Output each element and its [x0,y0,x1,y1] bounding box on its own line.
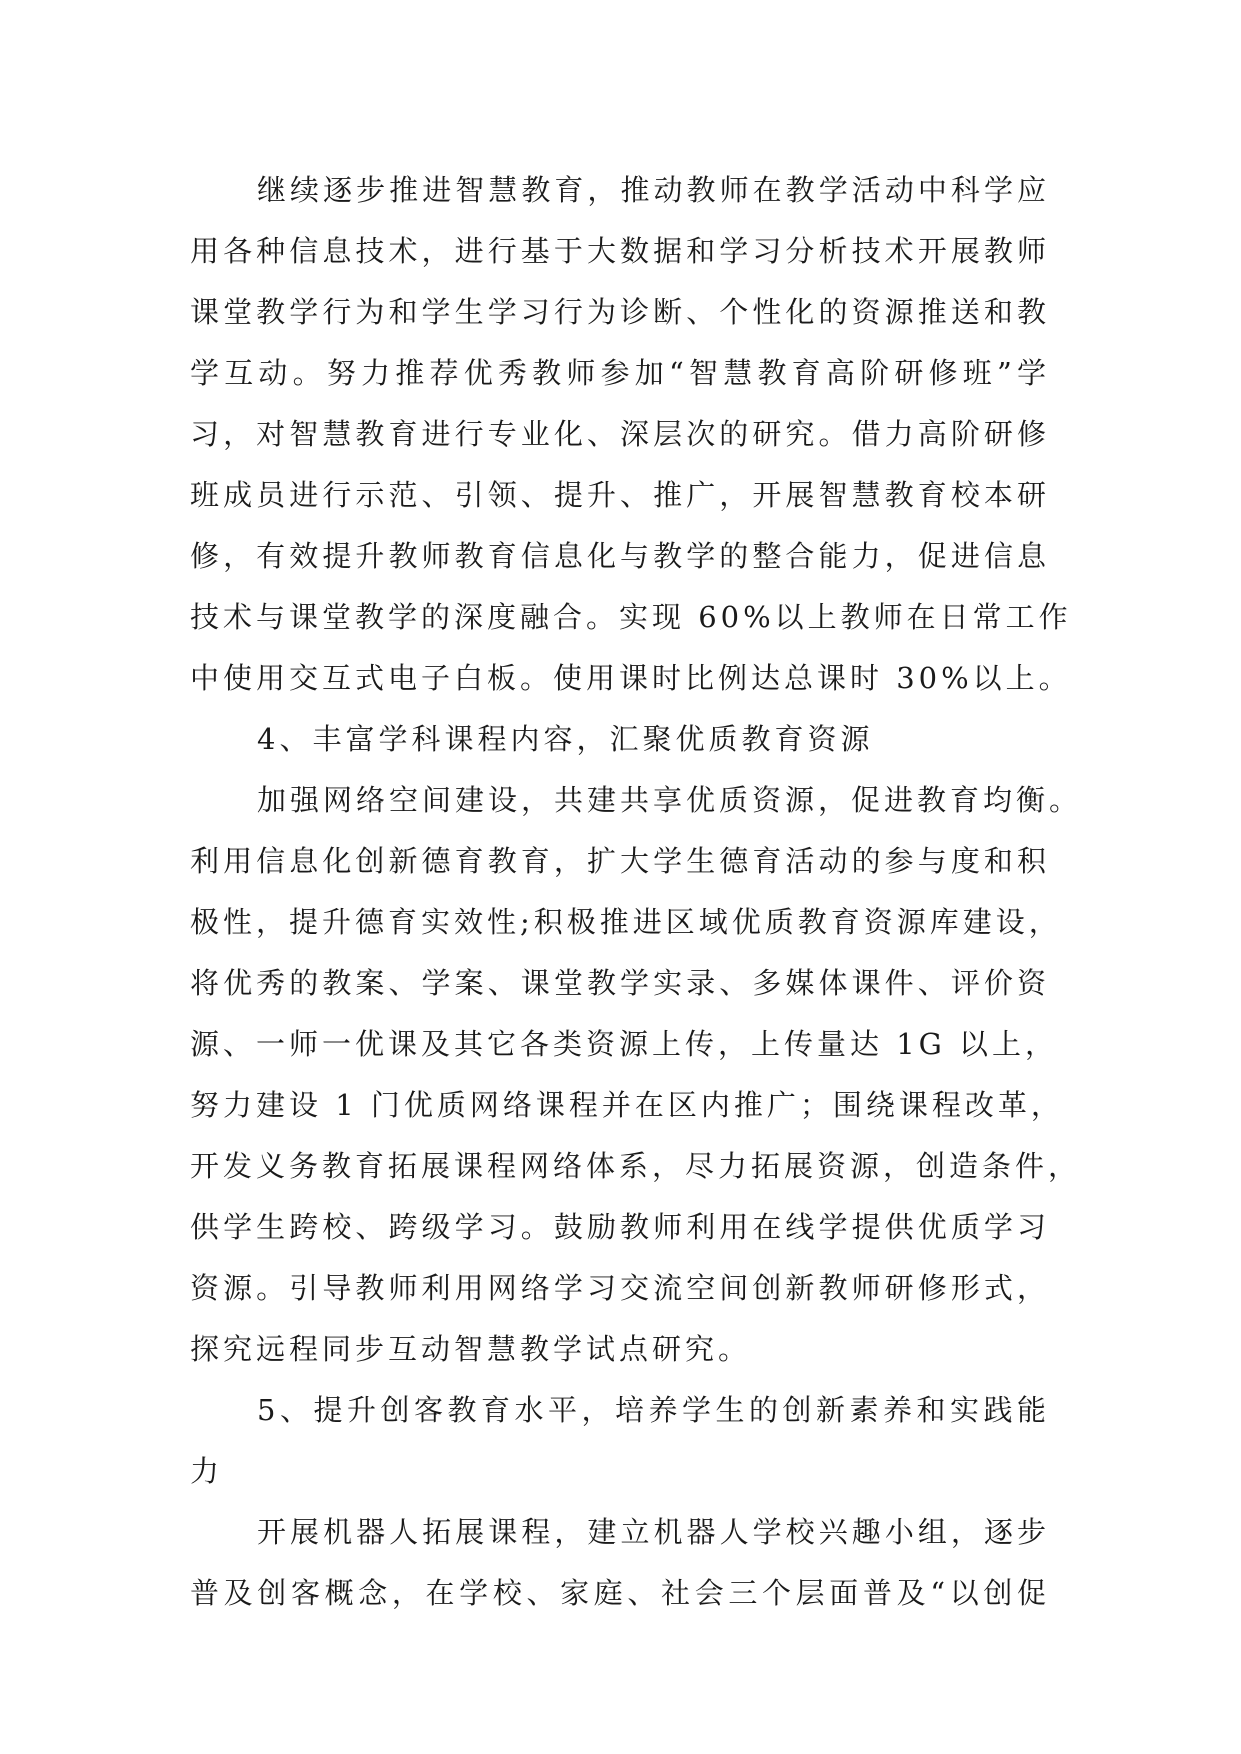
paragraph-line: 源、一师一优课及其它各类资源上传，上传量达 1G 以上， [190,1027,1059,1061]
document-body [190,160,1083,1624]
paragraph-line: 班成员进行示范、引领、提升、推广，开展智慧教育校本研 [190,478,1050,512]
paragraph-line: 技术与课堂教学的深度融合。实现 60%以上教师在日常工作 [190,600,1072,634]
paragraph-line: 开发义务教育拓展课程网络体系，尽力拓展资源，创造条件， [190,1149,1082,1183]
paragraph-smart-education [190,160,1072,709]
paragraph-line: 普及创客概念，在学校、家庭、社会三个层面普及“以创促 [190,1576,1050,1610]
paragraph-line: 课堂教学行为和学生学习行为诊断、个性化的资源推送和教 [190,295,1050,329]
paragraph-line: 继续逐步推进智慧教育，推动教师在教学活动中科学应 [257,173,1050,207]
paragraph-line: 学互动。努力推荐优秀教师参加“智慧教育高阶研修班”学 [190,356,1050,390]
paragraph-maker-education [190,1502,1050,1624]
paragraph-line: 供学生跨校、跨级学习。鼓励教师利用在线学提供优质学习 [190,1210,1050,1244]
section-heading-5 [190,1380,1050,1502]
heading-line: 力 [190,1454,224,1488]
paragraph-line: 努力建设 1 门优质网络课程并在区内推广；围绕课程改革， [190,1088,1064,1122]
paragraph-line: 用各种信息技术，进行基于大数据和学习分析技术开展教师 [190,234,1050,268]
paragraph-line: 利用信息化创新德育教育，扩大学生德育活动的参与度和积 [190,844,1050,878]
paragraph-line: 加强网络空间建设，共建共享优质资源，促进教育均衡。 [257,783,1083,817]
paragraph-line: 探究远程同步互动智慧教学试点研究。 [190,1332,752,1366]
paragraph-line: 极性，提升德育实效性;积极推进区域优质教育资源库建设， [190,905,1062,939]
paragraph-line: 资源。引导教师利用网络学习交流空间创新教师研修形式， [190,1271,1050,1305]
heading-line: 5、提升创客教育水平，培养学生的创新素养和实践能 [257,1393,1050,1427]
paragraph-line: 将优秀的教案、学案、课堂教学实录、多媒体课件、评价资 [190,966,1050,1000]
paragraph-line: 开展机器人拓展课程，建立机器人学校兴趣小组，逐步 [257,1515,1050,1549]
heading-line: 4、丰富学科课程内容，汇聚优质教育资源 [257,722,874,756]
paragraph-line: 中使用交互式电子白板。使用课时比例达总课时 30%以上。 [190,661,1072,695]
paragraph-line: 修，有效提升教师教育信息化与教学的整合能力，促进信息 [190,539,1050,573]
paragraph-network-resources [190,770,1083,1380]
section-heading-4 [190,709,1050,770]
paragraph-line: 习，对智慧教育进行专业化、深层次的研究。借力高阶研修 [190,417,1050,451]
